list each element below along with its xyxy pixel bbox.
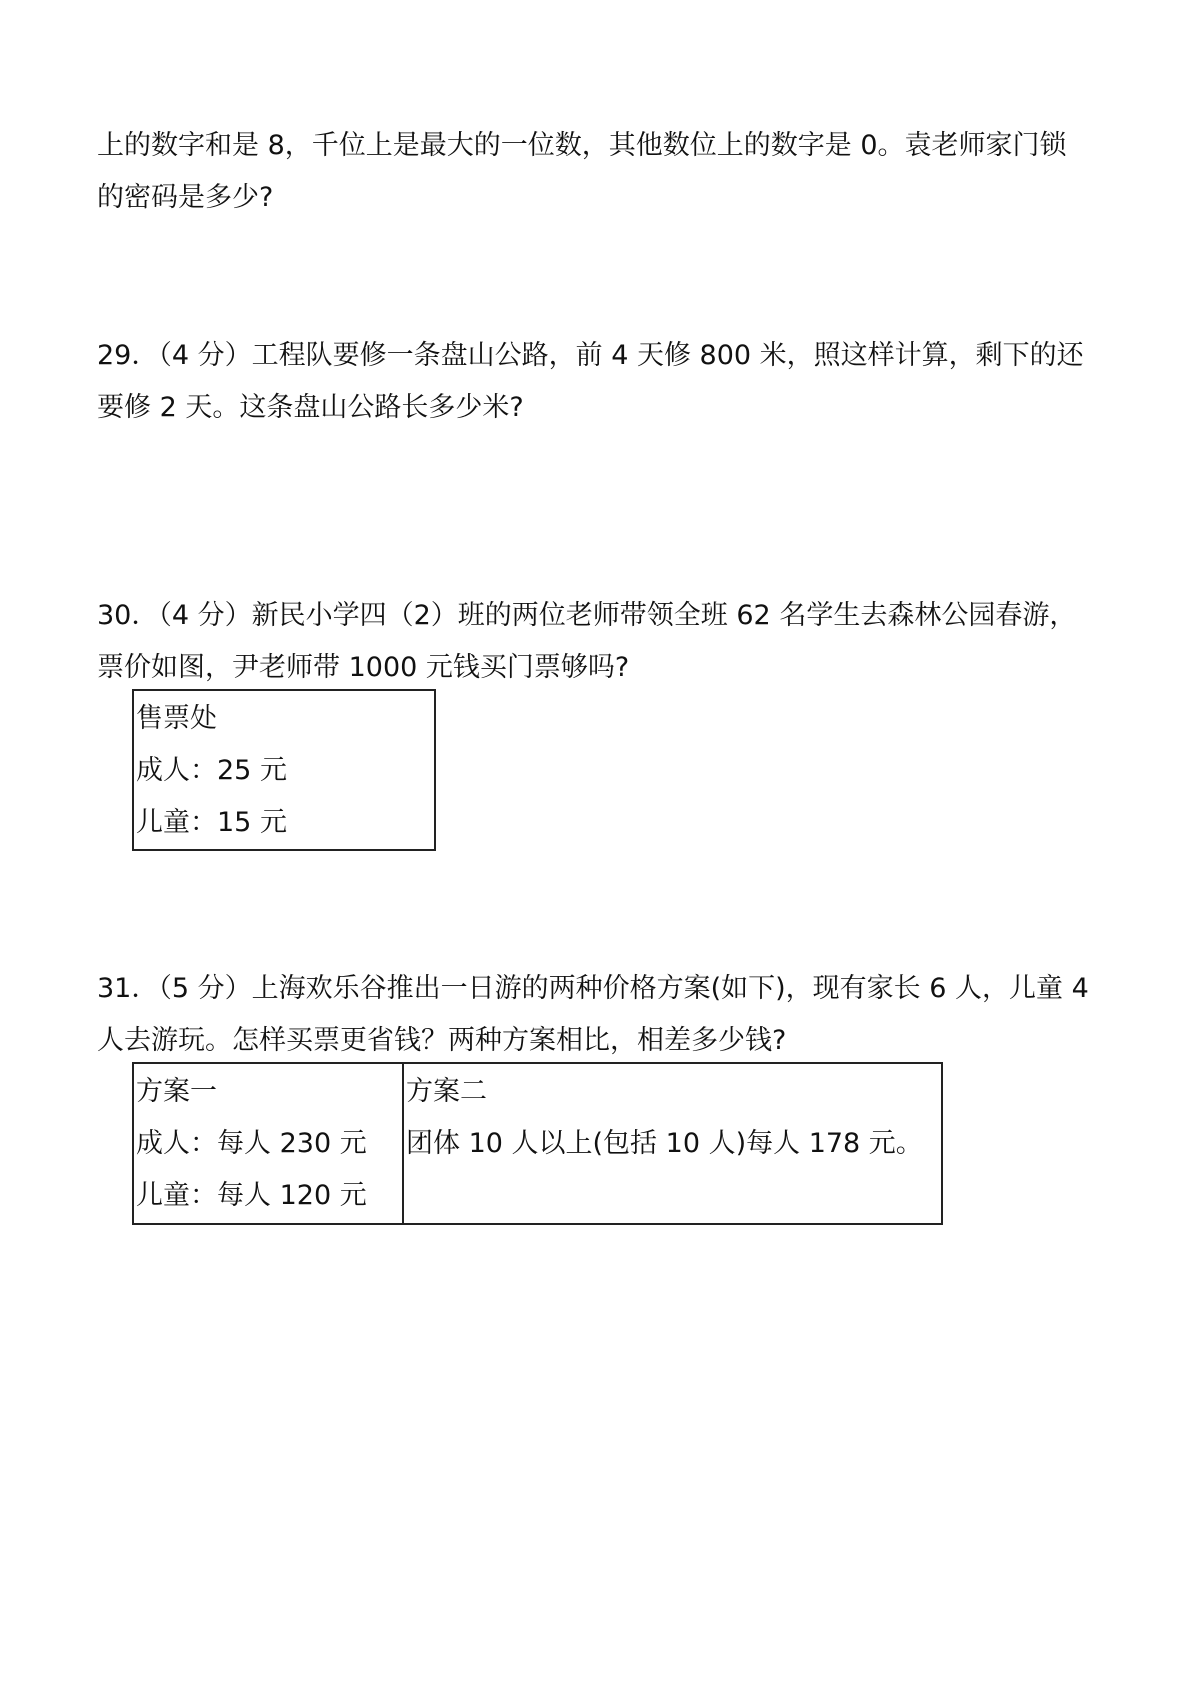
plan-one-title: 方案一 bbox=[136, 1076, 217, 1107]
plan-one-adult-price: 成人：每人 230 元 bbox=[136, 1128, 367, 1159]
question-28-continuation bbox=[97, 120, 1107, 224]
question-30 bbox=[97, 590, 1107, 694]
price-plan-table bbox=[132, 1062, 943, 1225]
ticket-child-price: 儿童：15 元 bbox=[136, 807, 287, 838]
question-28-line-1: 上的数字和是 8，千位上是最大的一位数，其他数位上的数字是 0。袁老师家门锁 bbox=[97, 130, 1067, 161]
question-31 bbox=[97, 963, 1107, 1067]
plan-one-child-price: 儿童：每人 120 元 bbox=[136, 1180, 367, 1211]
question-28-line-2: 的密码是多少? bbox=[97, 182, 274, 213]
plan-one-cell bbox=[134, 1064, 404, 1223]
ticket-adult-price: 成人：25 元 bbox=[136, 755, 287, 786]
plan-two-title: 方案二 bbox=[406, 1076, 487, 1107]
question-30-line-2: 票价如图，尹老师带 1000 元钱买门票够吗? bbox=[97, 652, 630, 683]
plan-two-description: 团体 10 人以上(包括 10 人)每人 178 元。 bbox=[406, 1128, 923, 1159]
plan-two-cell bbox=[404, 1064, 941, 1223]
ticket-price-box bbox=[132, 689, 436, 851]
question-30-line-1: 30．（4 分）新民小学四（2）班的两位老师带领全班 62 名学生去森林公园春游， bbox=[97, 600, 1077, 631]
question-29-line-2: 要修 2 天。这条盘山公路长多少米? bbox=[97, 392, 524, 423]
question-31-line-1: 31．（5 分）上海欢乐谷推出一日游的两种价格方案(如下)，现有家长 6 人，儿童 4 bbox=[97, 973, 1089, 1004]
ticket-box-title: 售票处 bbox=[136, 703, 217, 734]
question-29 bbox=[97, 330, 1107, 434]
question-31-line-2: 人去游玩。怎样买票更省钱？两种方案相比，相差多少钱? bbox=[97, 1025, 787, 1056]
question-29-line-1: 29．（4 分）工程队要修一条盘山公路，前 4 天修 800 米，照这样计算，剩下的还 bbox=[97, 340, 1084, 371]
